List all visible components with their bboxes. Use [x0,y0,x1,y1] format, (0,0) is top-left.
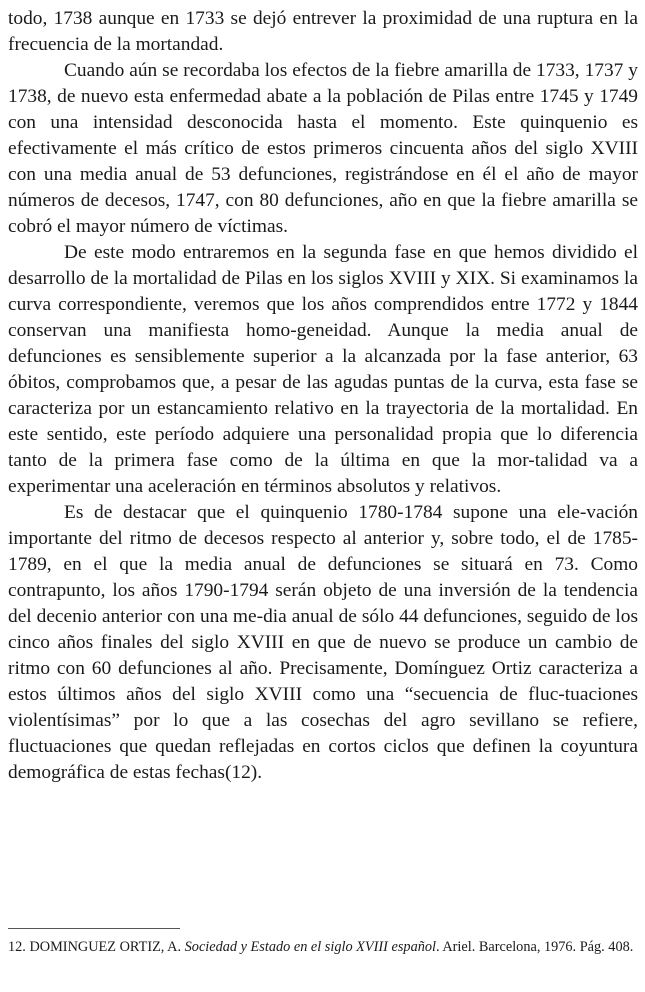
footnote-publication: . Ariel. Barcelona, 1976. Pág. 408. [435,939,634,955]
paragraph-quinquennium: Es de destacar que el quinquenio 1780-1784 supone una ele-vación importante del ritmo de decesos respecto al anterior y, sobre todo, el de 1785-1789, en el que la media anual de defunciones se situará en 73. Como contrapunto, los años 1790-1794 serán objeto de una inversión de la tendencia del decenio anterior con una me-dia anual de sólo 44 defunciones, seguido de los cinco años finales del siglo XVIII en que de nuevo se produce un cambio de ritmo con 60 defunciones al año. Precisamente, Domínguez Ortiz caracteriza a estos últimos años del siglo XVIII como una “secuencia de fluc-tuaciones violentísimas” por lo que a las cosechas del agro sevillano se refiere, fluctuaciones que quedan reflejadas en cortos ciclos que definen la coyuntura demográfica de estas fechas(12). [8,502,638,783]
footnote-separator [8,928,180,929]
footnote-author: 12. DOMINGUEZ ORTIZ, A. [8,939,182,955]
paragraph-second-phase: De este modo entraremos en la segunda fase en que hemos dividido el desarrollo de la mortalidad de Pilas en los siglos XVIII y XIX. Si examinamos la curva correspondiente, veremos que los años comprendidos entre 1772 y 1844 conservan una manifiesta homo-geneidad. Aunque la media anual de defunciones es sensiblemente superior a la alcanzada por la fase anterior, 63 óbitos, comprobamos que, a pesar de las agudas puntas de la curva, esta fase se caracteriza por un estancamiento relativo en la trayectoria de la mortalidad. En este sentido, este período adquiere una personalidad propia que lo diferencia tanto de la primera fase como de la última en que la mor-talidad va a experimentar una aceleración en términos absolutos y relativos. [8,242,638,497]
footnote [8,938,638,957]
document-body [8,6,638,786]
paragraph-continuation: todo, 1738 aunque en 1733 se dejó entrever la proximidad de una ruptura en la frecuencia de la mortandad. [8,8,638,55]
paragraph-yellow-fever: Cuando aún se recordaba los efectos de la fiebre amarilla de 1733, 1737 y 1738, de nuevo esta enfermedad abate a la población de Pilas entre 1745 y 1749 con una intensidad desconocida hasta el momento. Este quinquenio es efectivamente el más crítico de estos primeros cincuenta años del siglo XVIII con una media anual de 53 defunciones, registrándose en él el año de mayor números de decesos, 1747, con 80 defunciones, año en que la fiebre amarilla se cobró el mayor número de víctimas. [8,60,638,237]
footnote-title: Sociedad y Estado en el siglo XVIII español [184,939,436,955]
